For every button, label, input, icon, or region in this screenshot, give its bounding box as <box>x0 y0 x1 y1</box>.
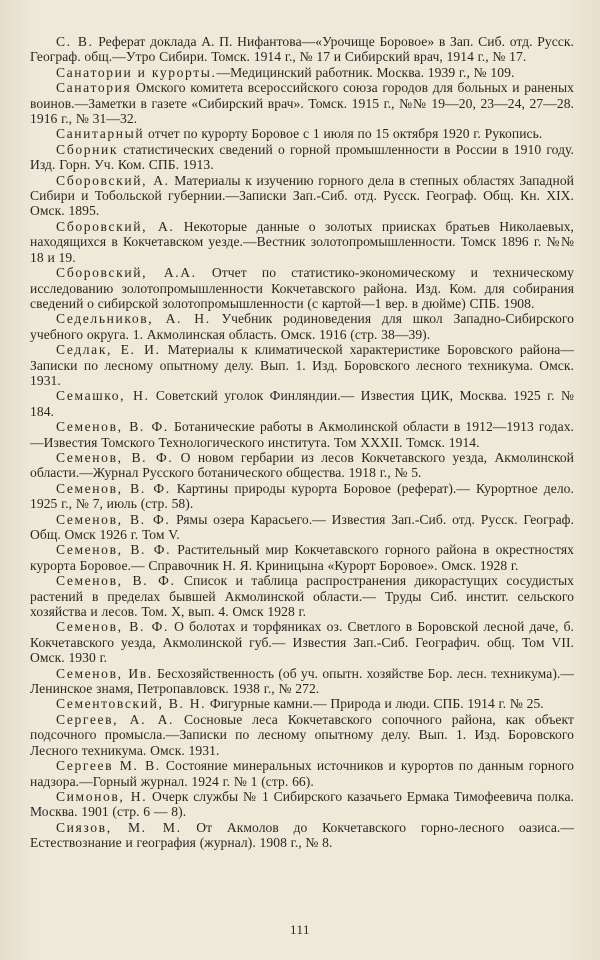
entry-text: Список и таблица распространения дикорастущих сосудистых растений в пределах бывшей Акмолинской области.— Труды Сиб. инстит. сельского хозяйства и лесов. Том. X, вып. 4. Омск 1928 г. <box>30 573 574 620</box>
bibliography-entry <box>30 311 574 342</box>
bibliography-entry <box>30 712 574 758</box>
entry-author: Семенов, В. Ф. <box>56 511 171 527</box>
entry-text: Материалы к климатической характеристике Боровского района—Записки по лесному опытному делу. Вып. 1. Изд. Боровского лесного техникума. Омск. 1931. <box>30 342 574 388</box>
bibliography-entry <box>30 173 574 219</box>
entry-text: Омского комитета всероссийского союза городов для больных и раненых воинов.—Заметки в газете «Сибирский врач». Томск. 1915 г., №№ 19—20, 23—24, 27—28. 1916 г., № 31—32. <box>30 80 574 127</box>
entry-author: Семенов, В. Ф. <box>56 542 172 558</box>
entry-text: отчет по курорту Боровое с 1 июля по 15 октября 1920 г. Рукопись. <box>144 126 543 142</box>
entry-author: Семенов, В. Ф. <box>56 449 174 465</box>
entry-author: Сборник <box>56 141 119 157</box>
bibliography-entry <box>30 342 574 388</box>
entry-text: Материалы к изучению горного дела в степных областях Западной Сибири и Тобольской губернии.—Записки Зап.-Сиб. отд. Русск. Географ. Общ. Кн. XIX. Омск. 1895. <box>30 172 574 219</box>
bibliography-entry <box>30 142 574 173</box>
entry-text: Отчет по статистико-экономическому и техническому исследованию золотопромышленности Кокчетавского района. Изд. Ком. для собирания сведений о сибирской золотопромышленности (с картой—1 вер. в дюйме) СПБ. 1908. <box>30 265 574 311</box>
entry-author: Семенов, В. Ф. <box>56 480 171 496</box>
page-number: 111 <box>289 922 311 937</box>
entry-author: Санатория <box>56 80 132 96</box>
bibliography-entry <box>30 481 574 512</box>
entry-author: Сергеев М. В. <box>56 758 161 774</box>
bibliography-entry <box>30 80 574 126</box>
bibliography-entry <box>30 65 574 80</box>
bibliography-entry <box>30 666 574 697</box>
entry-author: Сергеев, А. А. <box>56 711 175 727</box>
entry-author: Санитарный <box>56 126 145 142</box>
entry-author: Сементовский, В. Н. <box>56 696 207 712</box>
entry-text: Рямы озера Карасьего.— Известия Зап.-Сиб. отд. Русск. Географ. Общ. Омск 1926 г. Том V. <box>30 511 574 542</box>
bibliography-entry <box>30 34 574 65</box>
entry-text: Сосновые леса Кокчетавского сопочного района, как объект подсочного промысла.—Записки по лесному опытному делу. Вып. 1. Изд. Боровского Лесного техникума. Омск. 1931. <box>30 711 574 758</box>
entry-text: Бесхозяйственность (об уч. опытн. хозяйстве Бор. лесн. техникума).—Ленинское знамя, Петропавловск. 1938 г., № 272. <box>30 665 574 697</box>
bibliography-entry <box>30 126 574 141</box>
entry-author: Сборовский, А.А. <box>56 265 197 281</box>
bibliography-entry <box>30 542 574 573</box>
entry-author: Семенов, В. Ф. <box>56 619 169 635</box>
entry-author: Сборовский, А. <box>56 172 170 188</box>
bibliography-entry <box>30 758 574 789</box>
entry-author: Седлак, Е. И. <box>56 342 161 358</box>
bibliography-entry <box>30 388 574 419</box>
entry-text: —Медицинский работник. Москва. 1939 г., № 109. <box>216 64 515 80</box>
bibliography-list <box>30 34 574 851</box>
entry-author: Сборовский, А. <box>56 218 175 234</box>
entry-author: Симонов, Н. <box>56 788 148 804</box>
bibliography-entry <box>30 789 574 820</box>
bibliography-entry <box>30 450 574 481</box>
entry-author: Семенов, В. Ф. <box>56 573 176 589</box>
entry-text: Состояние минеральных источников и курортов по данным горного надзора.—Горный журнал. 1924 г. № 1 (стр. 66). <box>30 758 575 789</box>
entry-text: Ботанические работы в Акмолинской области в 1912—1913 годах.—Известия Томского Технологического института. Том XXXII. Томск. 1914. <box>30 419 574 450</box>
bibliography-entry <box>30 265 574 311</box>
bibliography-entry <box>30 419 574 450</box>
entry-text: статистических сведений о горной промышленности в России в 1910 году. Изд. Горн. Уч. Ком. СПБ. 1913. <box>30 141 574 173</box>
bibliography-entry <box>30 696 574 711</box>
entry-author: Семенов, Ив. <box>56 665 153 681</box>
entry-text: Картины природы курорта Боровое (реферат).— Курортное дело. 1925 г., № 7, июль (стр. 58). <box>30 480 574 512</box>
entry-text: Растительный мир Кокчетавского горного района в окрестностях курорта Боровое.— Справочник Н. Я. Криницына «Курорт Боровое». Омск. 1928 г. <box>30 542 574 573</box>
entry-text: Реферат доклада А. П. Нифантова—«Урочище Боровое» в Зап. Сиб. отд. Русск. Географ. общ.—Утро Сибири. Томск. 1914 г., № 17 и Сибирский врач, 1914 г., № 17. <box>30 34 574 65</box>
entry-text: Фигурные камни.— Природа и люди. СПБ. 1914 г. № 25. <box>206 696 544 712</box>
entry-author: Сиязов, М. М. <box>56 819 182 835</box>
entry-text: О новом гербарии из лесов Кокчетавского уезда, Акмолинской области.—Журнал Русского ботанического общества. 1918 г., № 5. <box>30 449 574 481</box>
entry-author: Семашко, Н. <box>56 388 150 404</box>
entry-author: Семенов, В. Ф. <box>56 419 169 435</box>
entry-text: Некоторые данные о золотых приисках братьев Николаевых, находящихся в Кокчетавском уезде.—Вестник золотопромышленности. Томск 1896 г. №№ 18 и 19. <box>30 218 574 265</box>
entry-text: Учебник родиноведения для школ Западно-Сибирского учебного округа. 1. Акмолинская область. Омск. 1916 (стр. 38—39). <box>30 311 574 342</box>
entry-author: С. В. <box>56 34 94 49</box>
entry-author: Седельников, А. Н. <box>56 311 211 327</box>
bibliography-entry <box>30 573 574 619</box>
entry-author: Санатории и курорты. <box>56 64 217 80</box>
entry-text: Очерк службы № 1 Сибирского казачьего Ермака Тимофеевича полка. Москва. 1901 (стр. 6 — 8). <box>30 788 574 820</box>
bibliography-entry <box>30 619 574 665</box>
entry-text: О болотах и торфяниках оз. Светлого в Боровской лесной даче, б. Кокчетавского уезда, Акмолинской губ.— Известия Зап.-Сиб. Географич. общ. Том VII. Омск. 1930 г. <box>30 619 574 666</box>
bibliography-entry <box>30 219 574 265</box>
bibliography-entry <box>30 820 574 851</box>
entry-text: Советский уголок Финляндии.— Известия ЦИК, Москва. 1925 г. № 184. <box>30 388 574 419</box>
entry-text: От Акмолов до Кокчетавского горно-лесного оазиса.— Естествознание и география (журнал). 1908 г., № 8. <box>30 819 574 851</box>
bibliography-entry <box>30 512 574 543</box>
